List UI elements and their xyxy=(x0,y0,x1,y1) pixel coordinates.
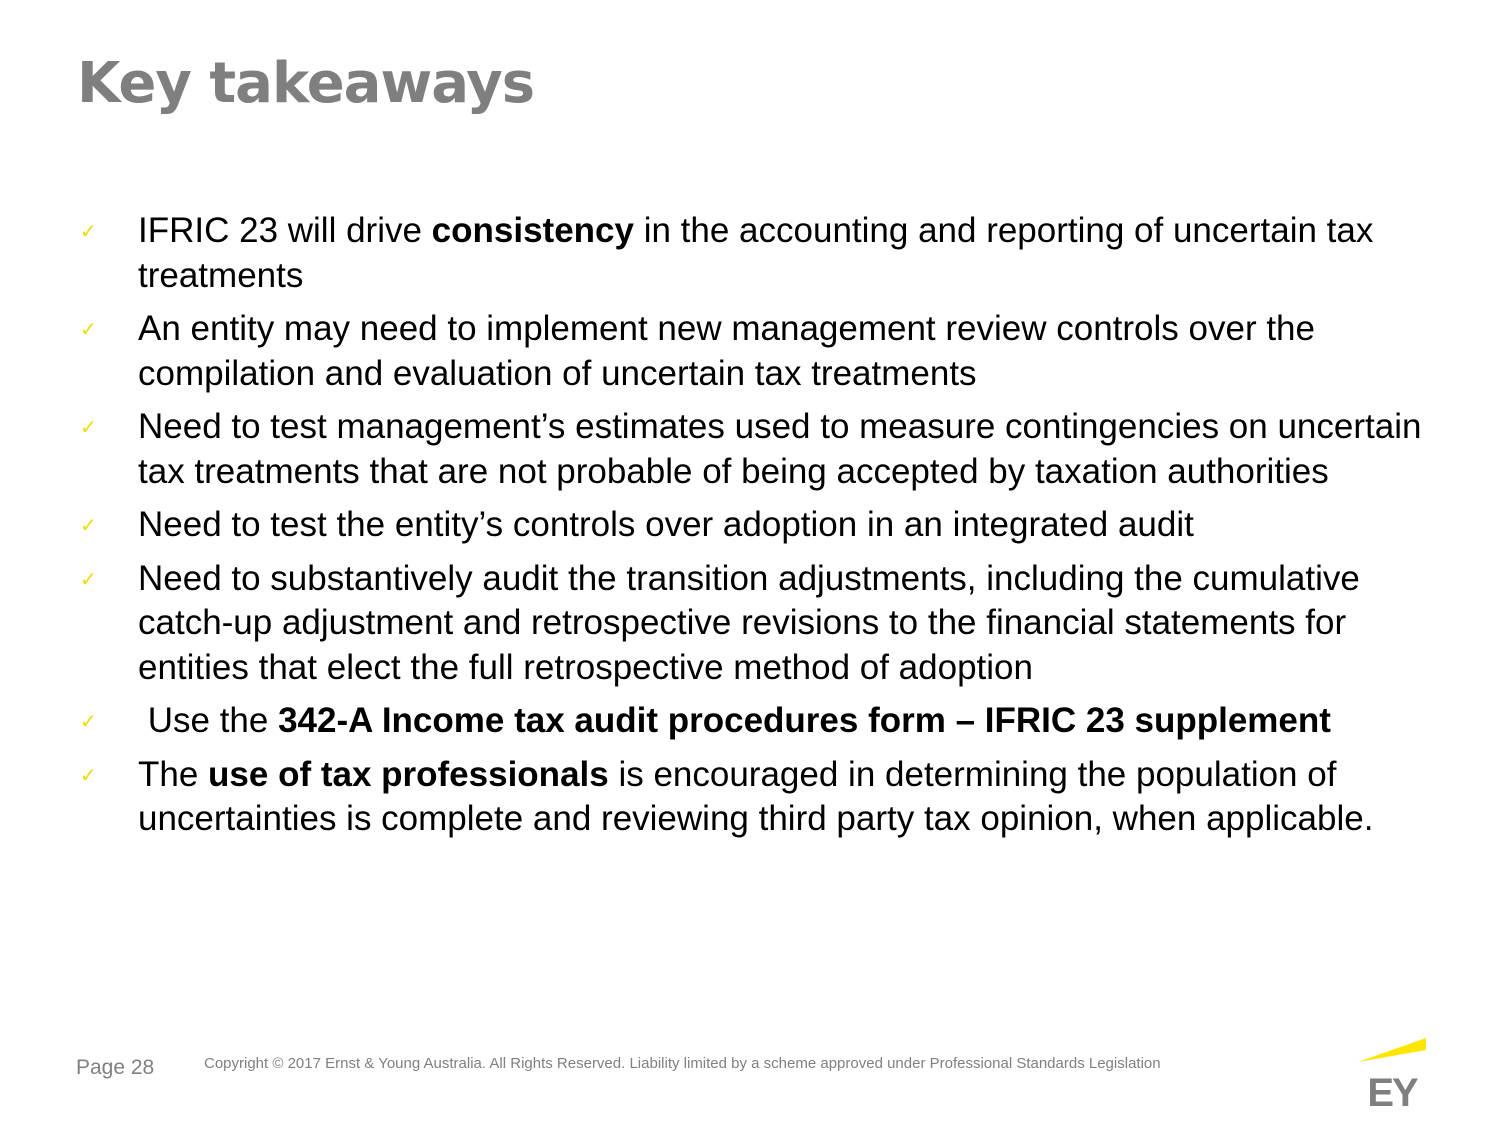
checkmark-icon: ✓ xyxy=(80,415,97,439)
page-title: Key takeaways xyxy=(77,51,535,116)
checkmark-icon: ✓ xyxy=(80,219,97,243)
takeaways-list xyxy=(80,209,1440,851)
list-item: ✓ Need to substantively audit the transition adjustments, including the cumulative catch-up adjustment and retrospective revisions to the financial statements for entities that elect the full retrospective method of adoption xyxy=(80,558,1360,687)
checkmark-icon: ✓ xyxy=(80,762,97,787)
list-item: ✓ Need to test management’s estimates used to measure contingencies on uncertain tax treatments that are not probable of being accepted by taxation authorities xyxy=(80,407,1422,491)
logo-text: EY xyxy=(1367,1071,1417,1108)
list-item: ✓ Need to test the entity’s controls over adoption in an integrated audit xyxy=(80,505,1194,544)
logo-beam-icon xyxy=(1358,1038,1426,1062)
copyright-notice: Copyright © 2017 Ernst & Young Australia. All Rights Reserved. Liability limited by a scheme approved under Professional Standards Legislation xyxy=(204,1055,1161,1072)
list-item: ✓ Use the 342-A Income tax audit procedures form – IFRIC 23 supplement xyxy=(80,701,1331,740)
list-item: ✓ IFRIC 23 will drive consistency in the accounting and reporting of uncertain tax treatments xyxy=(80,211,1374,295)
checkmark-icon: ✓ xyxy=(80,317,97,341)
list-item: ✓ An entity may need to implement new management review controls over the compilation and evaluation of uncertain tax treatments xyxy=(80,309,1315,393)
checkmark-icon: ✓ xyxy=(80,513,97,537)
page-number: Page 28 xyxy=(76,1056,155,1079)
ey-logo-icon xyxy=(1356,1036,1428,1108)
checkmark-icon: ✓ xyxy=(80,566,97,591)
checkmark-icon: ✓ xyxy=(80,709,97,733)
list-item: ✓ The use of tax professionals is encouraged in determining the population of uncertainties is complete and reviewing third party tax opinion, when applicable. xyxy=(80,754,1374,838)
